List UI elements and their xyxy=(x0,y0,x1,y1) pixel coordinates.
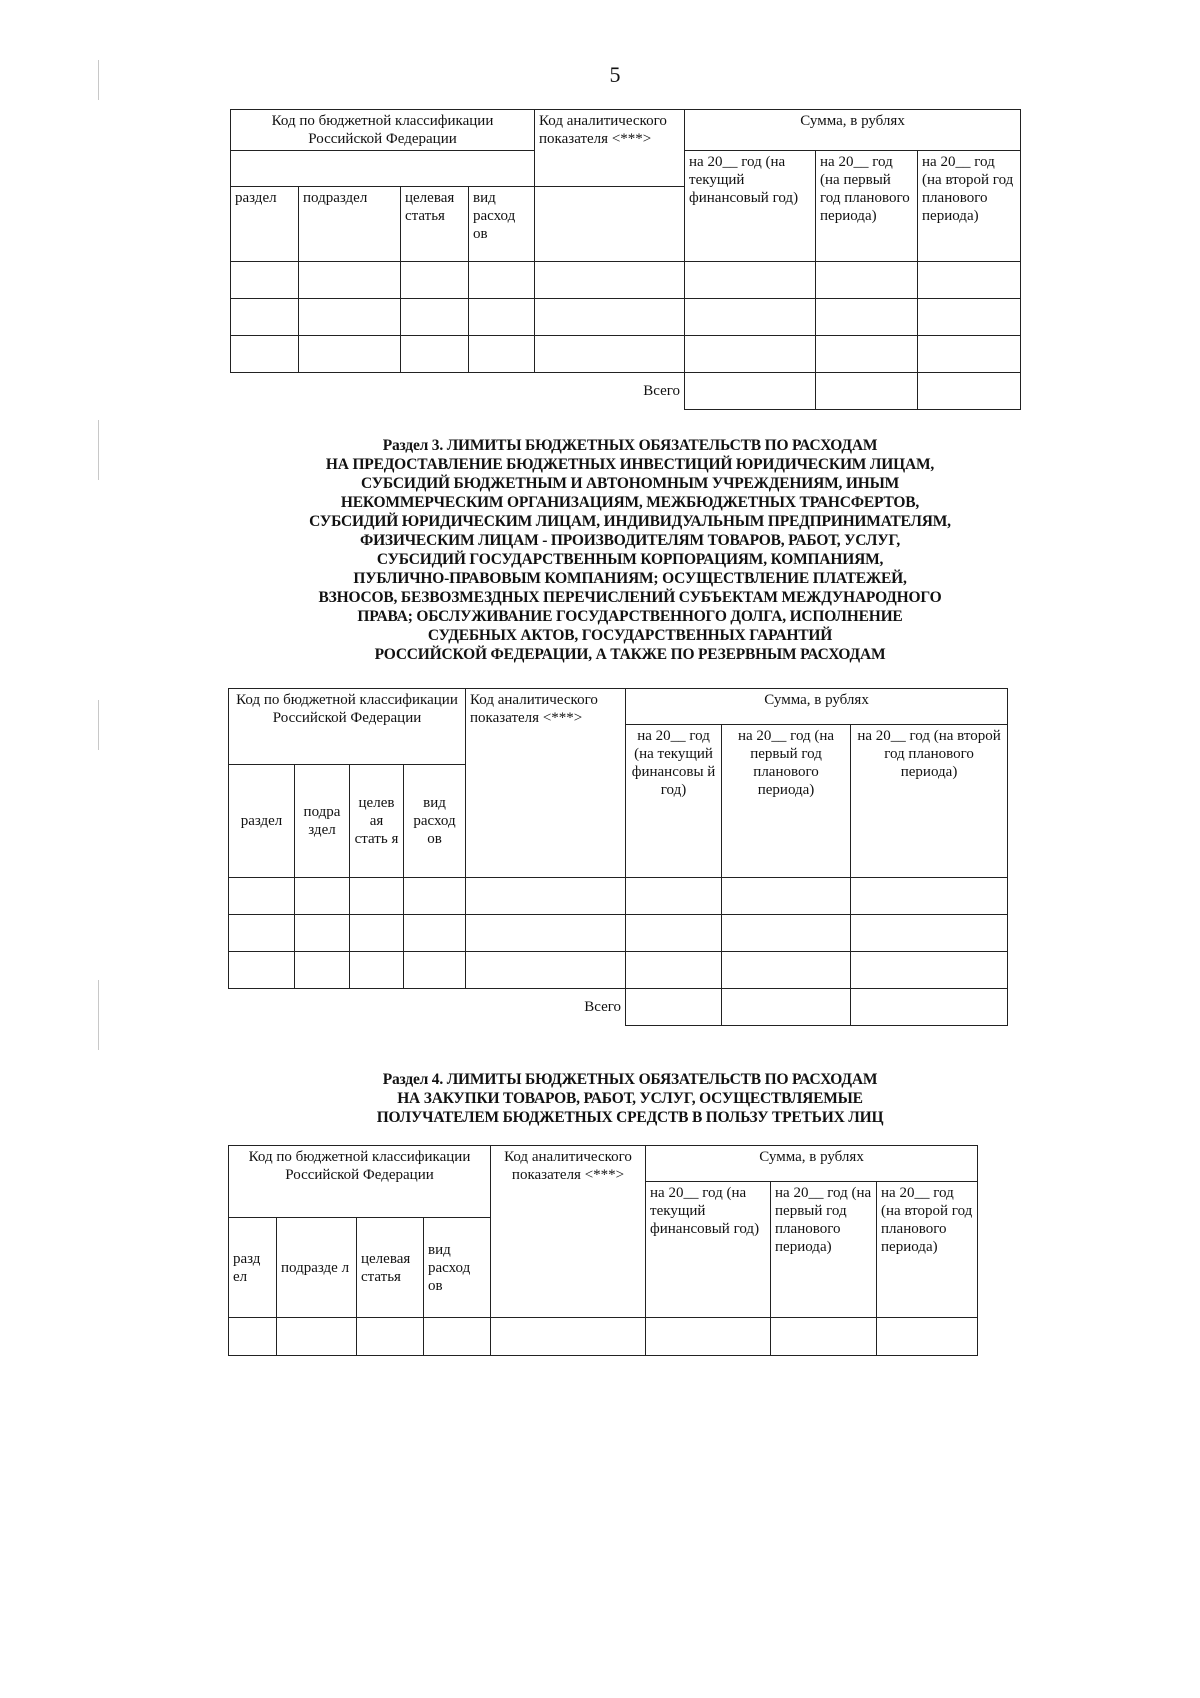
header-year-current: на 20__ год (на текущий финансовый год) xyxy=(685,151,816,262)
total-row xyxy=(231,373,1021,410)
header-vid-raskhodov: вид расход ов xyxy=(469,187,535,262)
table-row xyxy=(229,915,1008,952)
header-year-first-plan: на 20__ год (на первый год планового периода) xyxy=(771,1182,877,1318)
scan-artifact-line xyxy=(98,60,99,100)
header-year-second-plan: на 20__ год (на второй год планового периода) xyxy=(851,725,1008,878)
section3-title xyxy=(200,436,1060,664)
table-row xyxy=(229,878,1008,915)
section3-line: Раздел 3. ЛИМИТЫ БЮДЖЕТНЫХ ОБЯЗАТЕЛЬСТВ ПО РАСХОДАМ xyxy=(382,437,878,454)
total-label: Всего xyxy=(229,989,626,1026)
header-year-current: на 20__ год (на текущий финансовы й год) xyxy=(626,725,722,878)
section3-line: ПРАВА; ОБСЛУЖИВАНИЕ ГОСУДАРСТВЕННОГО ДОЛГА, ИСПОЛНЕНИЕ xyxy=(357,608,903,625)
section4-line: Раздел 4. ЛИМИТЫ БЮДЖЕТНЫХ ОБЯЗАТЕЛЬСТВ ПО РАСХОДАМ xyxy=(382,1071,878,1088)
header-analytic-cont xyxy=(535,187,685,262)
header-year-second-plan: на 20__ год (на второй год планового периода) xyxy=(877,1182,978,1318)
table-row xyxy=(229,1318,978,1356)
page-number: 5 xyxy=(609,62,621,87)
section4-line: ПОЛУЧАТЕЛЕМ БЮДЖЕТНЫХ СРЕДСТВ В ПОЛЬЗУ ТРЕТЬИХ ЛИЦ xyxy=(376,1109,884,1126)
header-celevaya-statya: целевая статья xyxy=(401,187,469,262)
section4-line: НА ЗАКУПКИ ТОВАРОВ, РАБОТ, УСЛУГ, ОСУЩЕСТВЛЯЕМЫЕ xyxy=(397,1090,863,1107)
header-podrazdel: подра здел xyxy=(295,765,350,878)
header-analytic-code: Код аналитического показателя <***> xyxy=(491,1146,646,1318)
header-budget-classification: Код по бюджетной классификации Российской Федерации xyxy=(231,110,535,151)
header-razdel: разд ел xyxy=(229,1218,277,1318)
table-row xyxy=(231,262,1021,299)
scan-artifact-line xyxy=(98,980,99,1050)
section3-line: СУБСИДИЙ БЮДЖЕТНЫМ И АВТОНОМНЫМ УЧРЕЖДЕНИЯМ, ИНЫМ xyxy=(360,475,900,492)
total-row xyxy=(229,989,1008,1026)
section3-line: СУБСИДИЙ ГОСУДАРСТВЕННЫМ КОРПОРАЦИЯМ, КОМПАНИЯМ, xyxy=(376,551,884,568)
scan-artifact-line xyxy=(98,420,99,480)
section3-line: РОССИЙСКОЙ ФЕДЕРАЦИИ, А ТАКЖЕ ПО РЕЗЕРВНЫМ РАСХОДАМ xyxy=(374,646,886,663)
header-year-current: на 20__ год (на текущий финансовый год) xyxy=(646,1182,771,1318)
header-year-second-plan: на 20__ год (на второй год планового периода) xyxy=(918,151,1021,262)
section3-line: НА ПРЕДОСТАВЛЕНИЕ БЮДЖЕТНЫХ ИНВЕСТИЦИЙ ЮРИДИЧЕСКИМ ЛИЦАМ, xyxy=(325,456,935,473)
header-sum: Сумма, в рублях xyxy=(685,110,1021,151)
header-spacer xyxy=(231,151,535,187)
header-sum: Сумма, в рублях xyxy=(646,1146,978,1182)
header-celevaya-statya: целевая статья xyxy=(357,1218,424,1318)
table-section4 xyxy=(228,1145,978,1356)
table-row xyxy=(229,952,1008,989)
section3-line: ФИЗИЧЕСКИМ ЛИЦАМ - ПРОИЗВОДИТЕЛЯМ ТОВАРОВ, РАБОТ, УСЛУГ, xyxy=(359,532,901,549)
header-year-first-plan: на 20__ год (на первый год планового периода) xyxy=(722,725,851,878)
header-analytic-code: Код аналитического показателя <***> xyxy=(535,110,685,187)
section3-line: ВЗНОСОВ, БЕЗВОЗМЕЗДНЫХ ПЕРЕЧИСЛЕНИЙ СУБЪЕКТАМ МЕЖДУНАРОДНОГО xyxy=(318,589,942,606)
header-analytic-code: Код аналитического показателя <***> xyxy=(466,689,626,878)
section3-line: НЕКОММЕРЧЕСКИМ ОРГАНИЗАЦИЯМ, МЕЖБЮДЖЕТНЫХ ТРАНСФЕРТОВ, xyxy=(340,494,920,511)
section3-line: СУДЕБНЫХ АКТОВ, ГОСУДАРСТВЕННЫХ ГАРАНТИЙ xyxy=(427,627,833,644)
scan-artifact-line xyxy=(98,700,99,750)
table-section3 xyxy=(228,688,1008,1026)
header-razdel: раздел xyxy=(231,187,299,262)
header-vid-raskhodov: вид расход ов xyxy=(404,765,466,878)
header-budget-classification: Код по бюджетной классификации Российской Федерации xyxy=(229,689,466,765)
table-section2 xyxy=(230,109,1021,410)
header-podrazdel: подразде л xyxy=(277,1218,357,1318)
header-year-first-plan: на 20__ год (на первый год планового периода) xyxy=(816,151,918,262)
header-sum: Сумма, в рублях xyxy=(626,689,1008,725)
header-budget-classification: Код по бюджетной классификации Российской Федерации xyxy=(229,1146,491,1218)
section3-line: СУБСИДИЙ ЮРИДИЧЕСКИМ ЛИЦАМ, ИНДИВИДУАЛЬНЫМ ПРЕДПРИНИМАТЕЛЯМ, xyxy=(309,513,951,530)
total-label: Всего xyxy=(231,373,685,410)
header-razdel: раздел xyxy=(229,765,295,878)
header-celevaya-statya: целев ая стать я xyxy=(350,765,404,878)
section4-title xyxy=(200,1070,1060,1127)
section3-line: ПУБЛИЧНО-ПРАВОВЫМ КОМПАНИЯМ; ОСУЩЕСТВЛЕНИЕ ПЛАТЕЖЕЙ, xyxy=(353,570,907,587)
table-row xyxy=(231,336,1021,373)
header-vid-raskhodov: вид расход ов xyxy=(424,1218,491,1318)
header-podrazdel: подраздел xyxy=(299,187,401,262)
table-row xyxy=(231,299,1021,336)
